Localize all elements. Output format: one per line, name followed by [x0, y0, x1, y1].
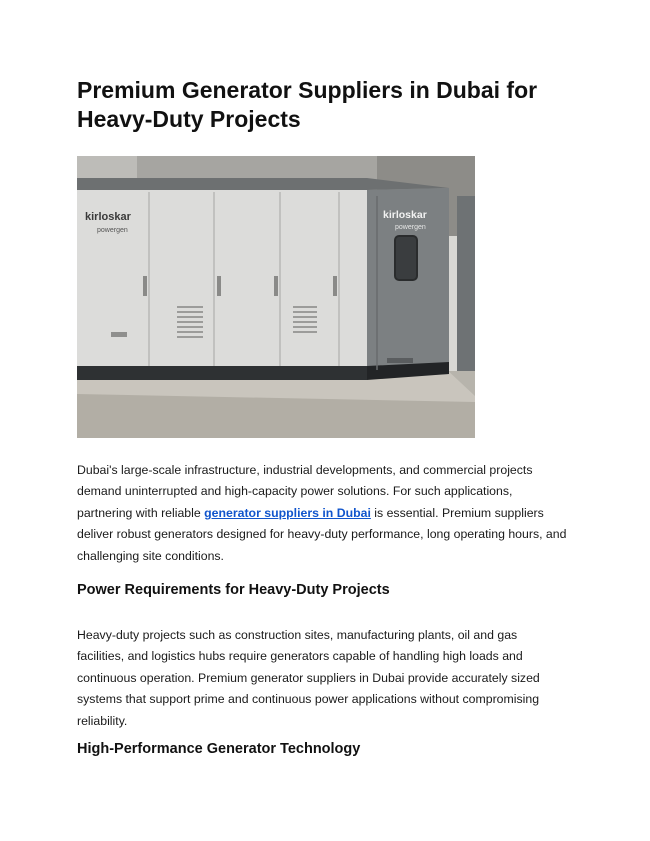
brand-left-subtext: powergen [97, 227, 128, 234]
section-heading-generator-technology: High-Performance Generator Technology [77, 741, 361, 757]
section-heading-power-requirements: Power Requirements for Heavy-Duty Projects [77, 582, 390, 598]
brand-right-subtext: powergen [395, 224, 426, 231]
page-title: Premium Generator Suppliers in Dubai for Heavy-Duty Projects [77, 77, 538, 132]
intro-paragraph [77, 460, 567, 567]
brand-right-text: kirloskar [383, 209, 427, 221]
generator-photo [77, 156, 475, 438]
brand-left-text: kirloskar [85, 211, 131, 223]
section-body-power-requirements: Heavy-duty projects such as construction sites, manufacturing plants, oil and gas facilities, and logistics hubs require generators capable of handling high loads and continuous operation. Premium generator suppliers in Dubai provide accurately sized systems that support prime and continuous power applications without compromising reliability. [77, 628, 540, 728]
generator-suppliers-link[interactable]: generator suppliers in Dubai [204, 505, 371, 520]
intro-text-after-link: is essential. Premium suppliers deliver robust generators designed for heavy-duty performance, long operating hours, and challenging site conditions. [77, 505, 567, 563]
intro-text-before-link: Dubai's large-scale infrastructure, industrial developments, and commercial projects demand uninterrupted and high-capacity power solutions. For such applications, partnering with reliable [77, 463, 533, 520]
